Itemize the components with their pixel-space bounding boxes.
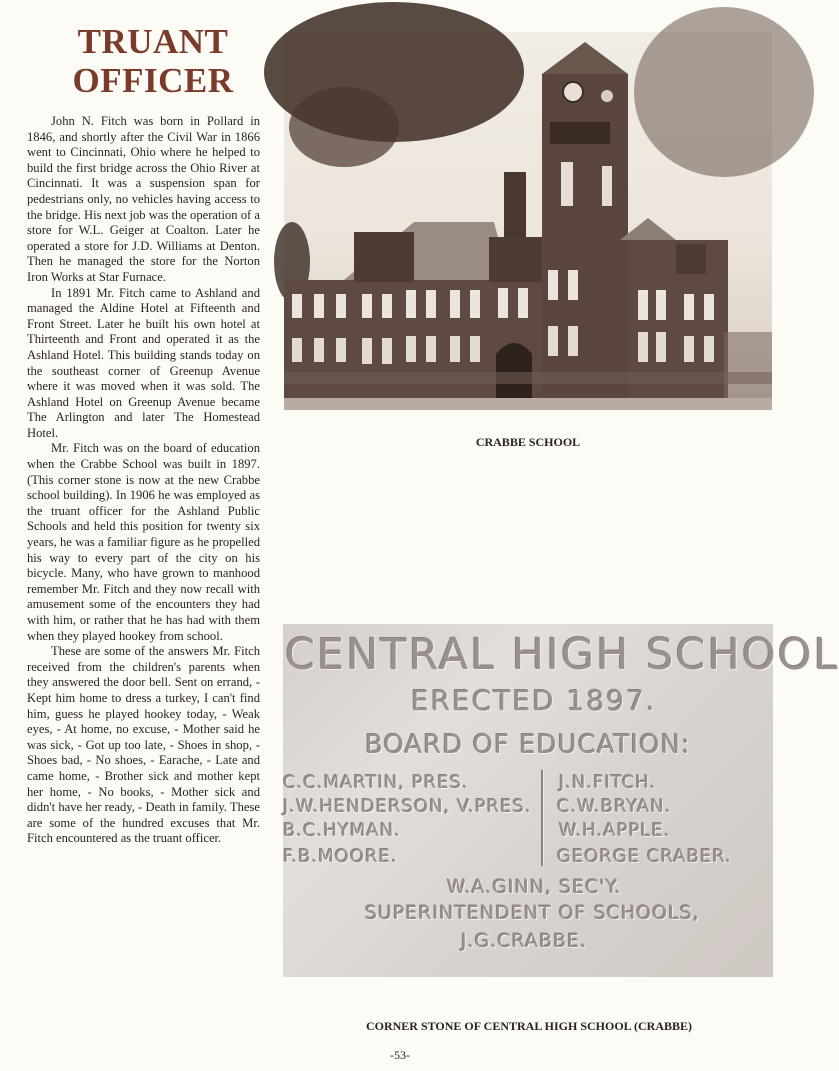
- crabbe-school-photo: [284, 32, 772, 410]
- tower-window-left: [561, 162, 573, 206]
- cornerstone-superintendent-name: J.G.CRABBE.: [461, 930, 588, 952]
- page-number: -53-: [390, 1048, 410, 1062]
- title-line-2: OFFICER: [72, 61, 234, 101]
- article-paragraph-1: John N. Fitch was born in Pollard in 1846, and shortly after the Civil War in 1866 went to Cincinnati, Ohio where he helped to build the first bridge across the Ohio River at Cincinnati. It was a suspension span for pedestrians only, no vehicles having access to the bridge. His next job was the operation of a store for W.L. Geiger at Coalton. Later he operated a store for J.D. Williams at Denton. Then he managed the store for the Norton Iron Works at Star Furnace.: [27, 114, 260, 284]
- cornerstone-photo: [283, 624, 839, 977]
- article-paragraph-3: Mr. Fitch was on the board of education when the Crabbe School was built in 1897. (This corner stone is now at the new Crabbe school building). In 1906 he was employed as the truant officer for the Ashland Public Schools and held this position for twenty six years, he was a familiar figure as he propelled his way to every part of the city on his bicycle. Many, who have grown to manhood remember Mr. Fitch and they now recall with amusement some of the encounters they had with him, or rather that he has had with them when they played hookey from school.: [27, 441, 260, 643]
- school-building-illustration: [284, 32, 772, 410]
- cornerstone-name-right-3: W.H.APPLE.: [559, 820, 671, 841]
- cornerstone-name-right-4: GEORGE CRABER.: [557, 846, 733, 867]
- entrance-arch: [496, 343, 532, 398]
- crabbe-school-caption: CRABBE SCHOOL: [475, 435, 581, 449]
- cornerstone-name-left-2: J.W.HENDERSON, V.PRES.: [283, 796, 532, 817]
- cornerstone-erected: ERECTED 1897.: [411, 684, 657, 717]
- cornerstone-name-right-2: C.W.BRYAN.: [557, 796, 672, 817]
- tree-foliage-left-low: [289, 87, 399, 167]
- foundation: [284, 372, 772, 384]
- cornerstone-secretary: W.A.GINN, SEC'Y.: [447, 876, 622, 898]
- tower-clock-left: [563, 82, 583, 102]
- cornerstone-board-heading: BOARD OF EDUCATION:: [365, 730, 691, 760]
- cornerstone-name-left-4: F.B.MOORE.: [283, 846, 398, 867]
- cornerstone-name-right-1: J.N.FITCH.: [559, 772, 657, 793]
- article-body: [27, 114, 260, 847]
- bushes-right: [724, 332, 772, 398]
- cornerstone-name-left-3: B.C.HYMAN.: [283, 820, 401, 841]
- right-gable-roof: [620, 218, 676, 240]
- title-line-1: TRUANT: [77, 22, 229, 61]
- tower-cap: [542, 42, 628, 74]
- tower-window-right: [602, 166, 612, 206]
- cornerstone-title: CENTRAL HIGH SCHOOL: [285, 630, 839, 680]
- tower-clock-right: [601, 90, 613, 102]
- right-chimney: [676, 244, 706, 274]
- center-gable: [489, 237, 544, 282]
- cornerstone-name-left-1: C.C.MARTIN, PRES.: [283, 772, 469, 793]
- cornerstone-divider: [541, 770, 543, 866]
- article-paragraph-4: These are some of the answers Mr. Fitch received from the children's parents when they answered the door bell. Sent on errand, - Kept him home to dress a turkey, I can't find him, guess he played hookey today, - Weak eyes, - At home, no excuse, - Mother said he was sick, - Got up too late, - Shoes in shop, - Shoes bad, - No shoes, - Earache, - Late and came home, - Brother sick and mother kept her home, - No books, - Mother sick and didn't have her ready, - Death in family. These are some of the hundred excuses that Mr. Fitch encountered as the truant officer.: [27, 644, 260, 846]
- cornerstone-caption: CORNER STONE OF CENTRAL HIGH SCHOOL (CRABBE): [365, 1019, 693, 1033]
- tower-belfry: [550, 122, 610, 144]
- lawn: [284, 398, 772, 410]
- tree-foliage-right: [634, 7, 814, 177]
- left-gable: [354, 232, 414, 282]
- article-paragraph-2: In 1891 Mr. Fitch came to Ashland and managed the Aldine Hotel at Fifteenth and Front Street. Later he built his own hotel at Thirteenth and Front and operated it as the Ashland Hotel. This building stands today on the southeast corner of Greenup Avenue where it was moved when it was sold. The Ashland Hotel on Greenup Avenue became The Arlington and later The Homestead Hotel.: [27, 285, 260, 440]
- cornerstone-superintendent-label: SUPERINTENDENT OF SCHOOLS,: [365, 902, 700, 924]
- article-title: [28, 22, 278, 100]
